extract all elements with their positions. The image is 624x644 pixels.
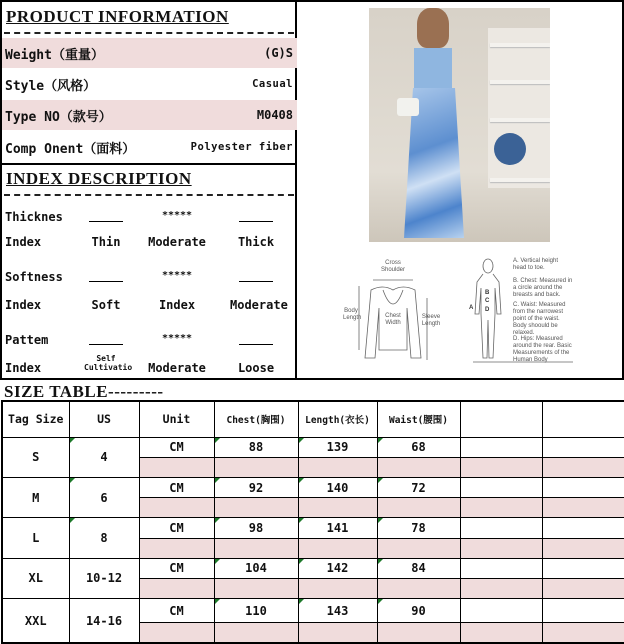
size-table-title: SIZE TABLE---------	[4, 382, 164, 401]
cell-empty	[460, 599, 542, 623]
svg-text:C: C	[485, 298, 490, 304]
cell-empty	[460, 478, 542, 498]
index-name: Pattem	[5, 333, 49, 347]
clutch-bag	[397, 98, 419, 116]
index-options-softness	[2, 298, 297, 318]
cell-unit: CM	[139, 599, 214, 623]
index-options-thickness	[2, 235, 297, 255]
line-marker	[80, 270, 132, 284]
line-marker	[230, 270, 282, 284]
info-value: (G)S	[264, 46, 293, 60]
cell-length: 139	[298, 437, 377, 457]
cell-length: 142	[298, 558, 377, 578]
info-label: Comp Onent（面料）	[5, 141, 136, 157]
info-label: Style（风格）	[5, 78, 97, 94]
cell-waist: 78	[377, 518, 460, 538]
cell-waist: 68	[377, 437, 460, 457]
line-marker	[230, 210, 282, 224]
header-empty	[460, 401, 542, 437]
cell-us: 4	[69, 437, 139, 477]
star-marker: *****	[161, 210, 193, 221]
index-row-pattern	[2, 333, 297, 353]
cell-tag: S	[2, 437, 69, 477]
body-measurement-diagram	[463, 254, 575, 369]
cell-chest: 104	[214, 558, 298, 578]
cell-tag: L	[2, 518, 69, 558]
line-marker	[230, 333, 282, 347]
table-row	[2, 558, 624, 578]
index-label: Index	[5, 298, 42, 312]
info-panel	[2, 2, 297, 378]
cell-empty	[460, 437, 542, 457]
note-b: B. Chest: Measured in a circle around the breasts and back.	[513, 278, 573, 298]
note-d: D. Hips: Measured around the rear. Basic Measurements of the Human Body	[513, 336, 572, 363]
header-empty	[542, 401, 624, 437]
cell-tag: M	[2, 478, 69, 518]
cell-length: 143	[298, 599, 377, 623]
cell-us: 10-12	[69, 558, 139, 598]
size-table	[1, 400, 624, 644]
index-name: Softness	[5, 270, 63, 284]
cell-empty	[542, 599, 624, 623]
cell-empty	[542, 558, 624, 578]
header-unit: Unit	[139, 401, 214, 437]
star-marker: *****	[161, 270, 193, 281]
cell-us: 14-16	[69, 599, 139, 643]
cell-waist: 72	[377, 478, 460, 498]
index-name: Thicknes	[5, 210, 63, 224]
index-label: Index	[5, 235, 42, 249]
product-information-title: PRODUCT INFORMATION	[6, 7, 229, 26]
cell-unit: CM	[139, 558, 214, 578]
info-row-weight	[2, 38, 297, 68]
index-options-pattern	[2, 354, 297, 374]
header-length: Length(衣长)	[298, 401, 377, 437]
section-divider	[2, 163, 297, 165]
sleeve-length-label: Sleeve Length	[421, 314, 441, 327]
cell-empty	[460, 558, 542, 578]
option-high: Loose	[237, 361, 275, 375]
cell-chest: 88	[214, 437, 298, 457]
star-marker: *****	[161, 333, 193, 344]
note-a: A. Vertical height head to toe.	[513, 258, 559, 271]
cell-empty	[460, 518, 542, 538]
chest-width-label: Chest Width	[385, 313, 401, 326]
index-row-thickness	[2, 210, 297, 230]
product-photo	[369, 8, 550, 242]
note-c: C. Waist: Measured from the narrowest point of the waist. Body shoould be relaxed.	[513, 302, 566, 336]
model-head	[417, 8, 449, 48]
round-bag	[494, 133, 526, 165]
header-waist: Waist(腰围)	[377, 401, 460, 437]
info-value: Casual	[252, 78, 293, 90]
table-row	[2, 437, 624, 457]
option-high: Moderate	[230, 298, 288, 312]
cell-empty	[542, 478, 624, 498]
cell-empty	[542, 437, 624, 457]
cell-unit: CM	[139, 478, 214, 498]
dashed-divider	[4, 32, 294, 34]
info-value: Polyester fiber	[190, 141, 293, 153]
cell-waist: 84	[377, 558, 460, 578]
line-marker	[80, 210, 132, 224]
info-label: Weight（重量）	[5, 47, 104, 63]
info-row-component	[2, 132, 297, 162]
cell-chest: 98	[214, 518, 298, 538]
header-us: US	[69, 401, 139, 437]
header-chest: Chest(胸围)	[214, 401, 298, 437]
option-low: Soft	[91, 298, 121, 312]
garment-measurement-diagram	[343, 258, 443, 368]
cell-tag: XXL	[2, 599, 69, 643]
cell-length: 140	[298, 478, 377, 498]
cell-us: 6	[69, 478, 139, 518]
index-description-title: INDEX DESCRIPTION	[6, 169, 192, 188]
option-mid: Moderate	[148, 235, 206, 249]
option-high: Thick	[237, 235, 275, 249]
info-row-type-no	[2, 100, 297, 130]
cell-length: 141	[298, 518, 377, 538]
body-length-label: Body Length	[343, 308, 362, 321]
cell-unit: CM	[139, 518, 214, 538]
svg-text:B: B	[485, 290, 490, 296]
cross-shoulder-label: Cross Shoulder	[380, 260, 406, 273]
option-low: Self Cultivatio	[84, 354, 133, 372]
option-low: Thin	[91, 235, 121, 249]
index-row-softness	[2, 270, 297, 290]
option-mid: Moderate	[148, 361, 206, 375]
option-mid: Index	[158, 298, 196, 312]
info-row-style	[2, 69, 297, 99]
cell-waist: 90	[377, 599, 460, 623]
index-label: Index	[5, 361, 42, 375]
cell-unit: CM	[139, 437, 214, 457]
cell-chest: 110	[214, 599, 298, 623]
cell-us: 8	[69, 518, 139, 558]
line-marker	[80, 333, 132, 347]
header-tag-size: Tag Size	[2, 401, 69, 437]
table-row	[2, 478, 624, 498]
cell-tag: XL	[2, 558, 69, 598]
cell-empty	[542, 518, 624, 538]
shelves	[488, 28, 550, 188]
dashed-divider	[4, 194, 294, 196]
size-table-header	[2, 401, 624, 437]
info-value: M0408	[256, 108, 293, 122]
info-label: Type NO（款号）	[5, 109, 112, 125]
dress-bodice	[414, 48, 452, 88]
table-row	[2, 518, 624, 538]
cell-chest: 92	[214, 478, 298, 498]
table-row	[2, 599, 624, 623]
svg-text:A: A	[469, 305, 474, 311]
svg-text:D: D	[485, 307, 490, 313]
